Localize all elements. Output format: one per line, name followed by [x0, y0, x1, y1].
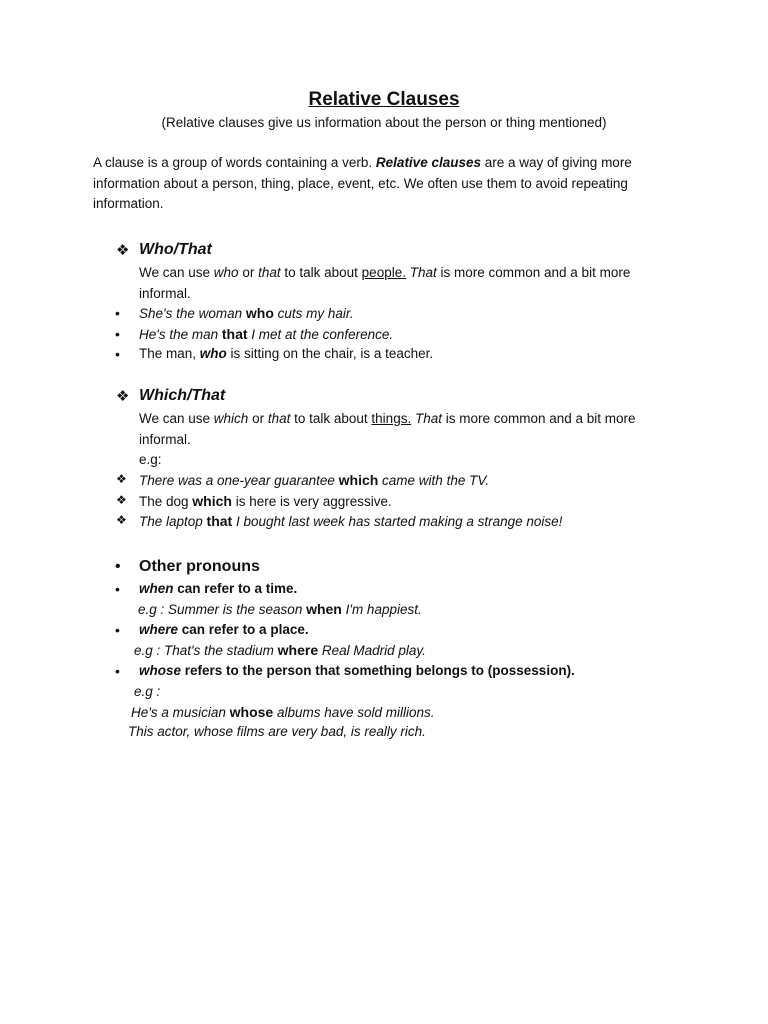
pronoun-whose-eg [134, 684, 160, 699]
example-text: Real Madrid play. [318, 643, 426, 658]
example-text: She's the woman [139, 306, 246, 321]
example-text: He's a musician [131, 705, 230, 720]
who-that-description-line2: informal. [139, 286, 191, 301]
section-heading-other-pronouns: Other pronouns [139, 558, 260, 575]
page-title: Relative Clauses [308, 89, 460, 110]
pronoun-keyword: whose [139, 663, 182, 678]
example-keyword: which [338, 472, 379, 488]
desc-text: or [248, 411, 268, 426]
which-that-eg: e.g: [139, 452, 162, 467]
pronoun-when-example [138, 601, 422, 617]
bullet-dot-icon: • [115, 558, 121, 575]
diamond-bullet-icon: ❖ [116, 242, 130, 259]
intro-paragraph [93, 153, 683, 215]
diamond-bullet-icon: ❖ [116, 513, 127, 527]
example-text: The dog [139, 494, 193, 509]
example-text: I'm happiest. [341, 602, 422, 617]
who-that-description [139, 265, 630, 280]
desc-text: or [238, 265, 259, 280]
desc-text: to talk about [280, 265, 362, 280]
example-who-3 [139, 346, 433, 361]
bullet-dot-icon: • [115, 581, 120, 597]
example-text: I met at the conference. [247, 327, 394, 342]
desc-word: That [409, 265, 437, 280]
example-keyword: which [192, 493, 232, 509]
bullet-dot-icon: • [115, 326, 120, 342]
example-keyword: where [277, 642, 319, 658]
pronoun-whose [139, 663, 575, 678]
example-text: came with the TV. [378, 473, 490, 488]
example-which-3 [139, 513, 562, 529]
example-which-2 [139, 493, 392, 509]
example-text: I bought last week has started making a strange noise! [232, 514, 563, 529]
desc-word: which [213, 411, 249, 426]
pronoun-whose-example-1 [131, 704, 435, 720]
example-keyword: whose [229, 704, 274, 720]
intro-text-2: are a way of giving more information about a person, thing, place, event, etc. We often use them to avoid repeating information. [93, 155, 632, 211]
pronoun-keyword: when [139, 581, 174, 596]
example-text: is here is very aggressive. [231, 494, 392, 509]
example-text: This actor, whose films are very bad, is really rich. [128, 724, 426, 739]
example-text: e.g : [134, 684, 161, 699]
bullet-dot-icon: • [115, 663, 120, 679]
desc-text: We can use [139, 411, 214, 426]
desc-word: That [414, 411, 442, 426]
example-who-1 [139, 305, 354, 321]
section-heading-who-that: Who/That [139, 241, 212, 258]
example-keyword: who [199, 346, 227, 361]
pronoun-text: refers to the person that something belongs to (possession). [181, 663, 575, 678]
example-text: albums have sold millions. [273, 705, 435, 720]
example-text: The laptop [139, 514, 207, 529]
pronoun-keyword: where [139, 622, 179, 637]
example-text: is sitting on the chair, is a teacher. [226, 346, 434, 361]
example-which-1 [139, 472, 489, 488]
pronoun-where [139, 622, 309, 637]
section-heading-which-that: Which/That [139, 387, 226, 404]
diamond-bullet-icon: ❖ [116, 472, 127, 486]
example-keyword: who [245, 305, 274, 321]
desc-object: things. [371, 411, 412, 426]
desc-text: to talk about [290, 411, 372, 426]
which-that-description-line2: informal. [139, 432, 191, 447]
example-text: There was a one-year guarantee [139, 473, 339, 488]
pronoun-text: can refer to a place. [178, 622, 309, 637]
page-subtitle: (Relative clauses give us information about the person or thing mentioned) [161, 115, 607, 130]
bullet-dot-icon: • [115, 305, 120, 321]
desc-text: is more common and a bit more [436, 265, 631, 280]
desc-text: We can use [139, 265, 214, 280]
bullet-dot-icon: • [115, 622, 120, 638]
desc-word: that [267, 411, 291, 426]
example-text: The man, [139, 346, 200, 361]
example-keyword: when [306, 601, 342, 617]
pronoun-whose-example-2 [128, 724, 426, 739]
diamond-bullet-icon: ❖ [116, 388, 130, 405]
intro-term: Relative clauses [375, 155, 481, 170]
example-keyword: that [221, 326, 248, 342]
example-text: He's the man [139, 327, 222, 342]
pronoun-when [139, 581, 297, 596]
pronoun-text: can refer to a time. [173, 581, 298, 596]
pronoun-where-example [134, 642, 426, 658]
example-text: e.g : That's the stadium [134, 643, 278, 658]
desc-object: people. [361, 265, 406, 280]
example-keyword: that [206, 513, 233, 529]
intro-text-1: A clause is a group of words containing a verb. [93, 155, 376, 170]
which-that-description [139, 411, 636, 426]
desc-word: who [213, 265, 239, 280]
example-text: cuts my hair. [273, 306, 354, 321]
example-who-2 [139, 326, 393, 342]
desc-text: is more common and a bit more [441, 411, 636, 426]
bullet-dot-icon: • [115, 346, 120, 362]
diamond-bullet-icon: ❖ [116, 493, 127, 507]
example-text: e.g : Summer is the season [138, 602, 307, 617]
desc-word: that [258, 265, 281, 280]
